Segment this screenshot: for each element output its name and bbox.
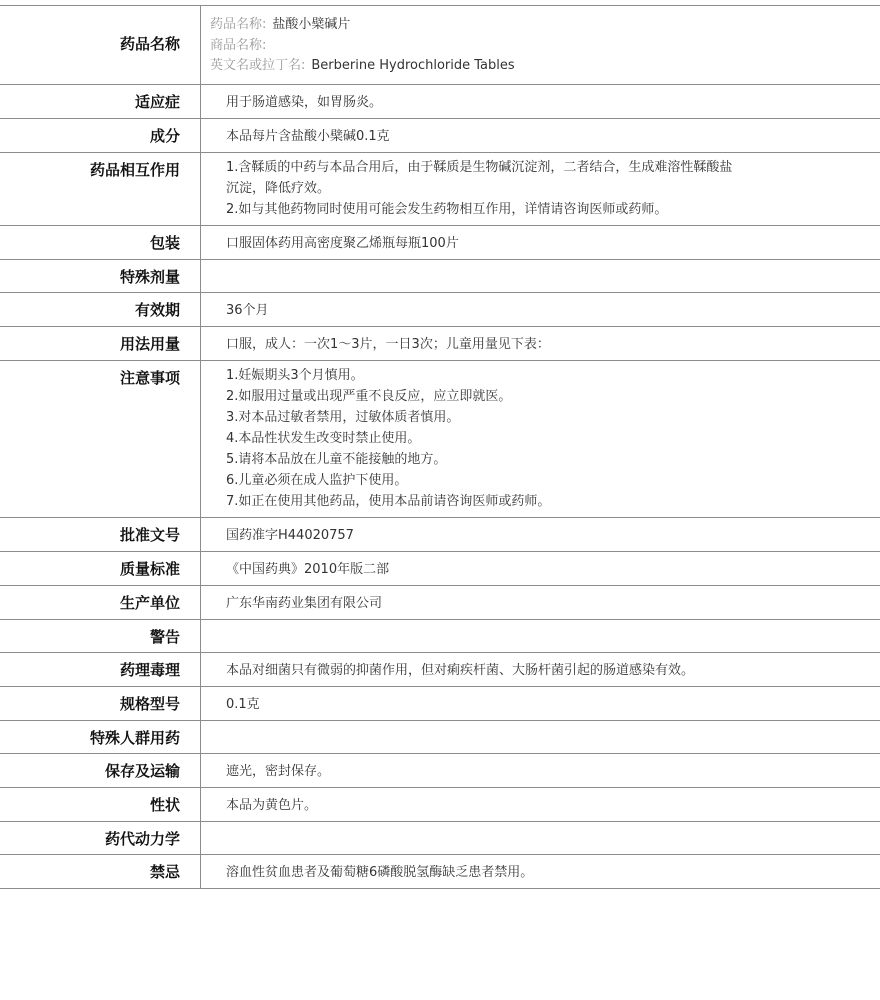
english-name-key: 英文名或拉丁名: <box>210 58 306 73</box>
dosage-value: 口服，成人：一次1～3片，一日3次；儿童用量见下表： <box>226 337 550 352</box>
precautions-value <box>201 361 880 517</box>
row-label: 药理毒理 <box>119 661 180 679</box>
english-name-line <box>210 56 870 77</box>
shelf-life-value: 36个月 <box>226 303 269 318</box>
column-divider <box>190 721 201 753</box>
row-label: 保存及运输 <box>104 762 180 780</box>
precautions-line: 5.请将本品放在儿童不能接触的地方。 <box>226 452 447 467</box>
row-label: 批准文号 <box>119 526 180 544</box>
column-divider <box>190 788 201 821</box>
row-pharmacokinetics <box>0 822 880 855</box>
quality-standard-value: 《中国药典》2010年版二部 <box>226 562 390 577</box>
row-interactions <box>0 153 880 226</box>
column-divider <box>190 327 201 360</box>
column-divider <box>190 293 201 326</box>
column-divider <box>190 119 201 152</box>
row-label: 包装 <box>149 234 180 252</box>
approval-number-value: 国药准字H44020757 <box>226 528 354 543</box>
specification-value: 0.1克 <box>226 697 260 712</box>
row-dosage <box>0 327 880 361</box>
column-divider <box>190 822 201 854</box>
interactions-line: 2.如与其他药物同时使用可能会发生药物相互作用，详情请咨询医师或药师。 <box>226 202 668 217</box>
row-warning <box>0 620 880 653</box>
column-divider <box>190 226 201 259</box>
row-label: 有效期 <box>134 301 180 319</box>
column-divider <box>190 6 201 84</box>
manufacturer-value: 广东华南药业集团有限公司 <box>226 596 383 611</box>
generic-name-line <box>210 15 870 36</box>
row-description <box>0 788 880 822</box>
row-label: 注意事项 <box>119 369 180 387</box>
column-divider <box>190 153 201 225</box>
generic-name-value: 盐酸小檗碱片 <box>272 17 351 32</box>
precautions-line: 7.如正在使用其他药品，使用本品前请咨询医师或药师。 <box>226 494 551 509</box>
generic-name-key: 药品名称: <box>210 17 267 32</box>
interactions-line: 1.含鞣质的中药与本品合用后，由于鞣质是生物碱沉淀剂，二者结合，生成难溶性鞣酸盐 <box>226 160 733 175</box>
special-population-value <box>201 721 880 753</box>
package-value: 口服固体药用高密度聚乙烯瓶每瓶100片 <box>226 236 459 251</box>
row-special-population <box>0 721 880 754</box>
row-label: 禁忌 <box>149 863 180 881</box>
column-divider <box>190 518 201 551</box>
row-label: 药品名称 <box>119 35 180 53</box>
english-name-value: Berberine Hydrochloride Tables <box>311 58 515 73</box>
row-contraindications <box>0 855 880 889</box>
interactions-line: 沉淀，降低疗效。 <box>226 181 331 196</box>
column-divider <box>190 855 201 888</box>
column-divider <box>190 552 201 585</box>
ingredients-value: 本品每片含盐酸小檗碱0.1克 <box>226 129 390 144</box>
trade-name-key: 商品名称: <box>210 37 267 53</box>
precautions-line: 4.本品性状发生改变时禁止使用。 <box>226 431 421 446</box>
precautions-line: 6.儿童必须在成人监护下使用。 <box>226 473 408 488</box>
storage-value: 遮光，密封保存。 <box>226 764 331 779</box>
row-special-dosage <box>0 260 880 293</box>
row-label: 成分 <box>149 127 180 145</box>
column-divider <box>190 620 201 652</box>
row-pharmacology <box>0 653 880 687</box>
trade-name-line <box>210 36 870 57</box>
contraindications-value: 溶血性贫血患者及葡萄糖6磷酸脱氢酶缺乏患者禁用。 <box>226 865 534 880</box>
row-package <box>0 226 880 260</box>
row-shelf-life <box>0 293 880 327</box>
row-ingredients <box>0 119 880 153</box>
column-divider <box>190 85 201 118</box>
row-storage <box>0 754 880 788</box>
indications-value: 用于肠道感染，如胃肠炎。 <box>226 95 383 110</box>
row-indications <box>0 85 880 119</box>
row-label: 质量标准 <box>119 560 180 578</box>
column-divider <box>190 687 201 720</box>
row-approval-number <box>0 518 880 552</box>
column-divider <box>190 754 201 787</box>
column-divider <box>190 586 201 619</box>
drug-name-block <box>201 6 880 84</box>
pharmacokinetics-value <box>201 822 880 854</box>
row-label: 特殊剂量 <box>119 268 180 286</box>
row-label: 特殊人群用药 <box>89 729 180 747</box>
special-dosage-value <box>201 260 880 292</box>
row-label: 性状 <box>149 796 180 814</box>
drug-info-table <box>0 5 880 889</box>
row-label: 适应症 <box>134 93 180 111</box>
row-quality-standard <box>0 552 880 586</box>
row-drug-name <box>0 6 880 85</box>
warning-value <box>201 620 880 652</box>
column-divider <box>190 260 201 292</box>
row-label: 规格型号 <box>119 695 180 713</box>
precautions-line: 1.妊娠期头3个月慎用。 <box>226 368 364 383</box>
row-label: 生产单位 <box>119 594 180 612</box>
precautions-line: 3.对本品过敏者禁用，过敏体质者慎用。 <box>226 410 460 425</box>
row-precautions <box>0 361 880 518</box>
row-specification <box>0 687 880 721</box>
precautions-line: 2.如服用过量或出现严重不良反应，应立即就医。 <box>226 389 512 404</box>
row-label: 药代动力学 <box>104 830 180 848</box>
interactions-value <box>201 153 880 225</box>
description-value: 本品为黄色片。 <box>226 798 318 813</box>
row-label: 用法用量 <box>119 335 180 353</box>
row-label: 警告 <box>149 628 180 646</box>
row-label: 药品相互作用 <box>89 161 180 179</box>
pharmacology-value: 本品对细菌只有微弱的抑菌作用，但对痢疾杆菌、大肠杆菌引起的肠道感染有效。 <box>226 663 695 678</box>
column-divider <box>190 361 201 517</box>
column-divider <box>190 653 201 686</box>
row-manufacturer <box>0 586 880 620</box>
